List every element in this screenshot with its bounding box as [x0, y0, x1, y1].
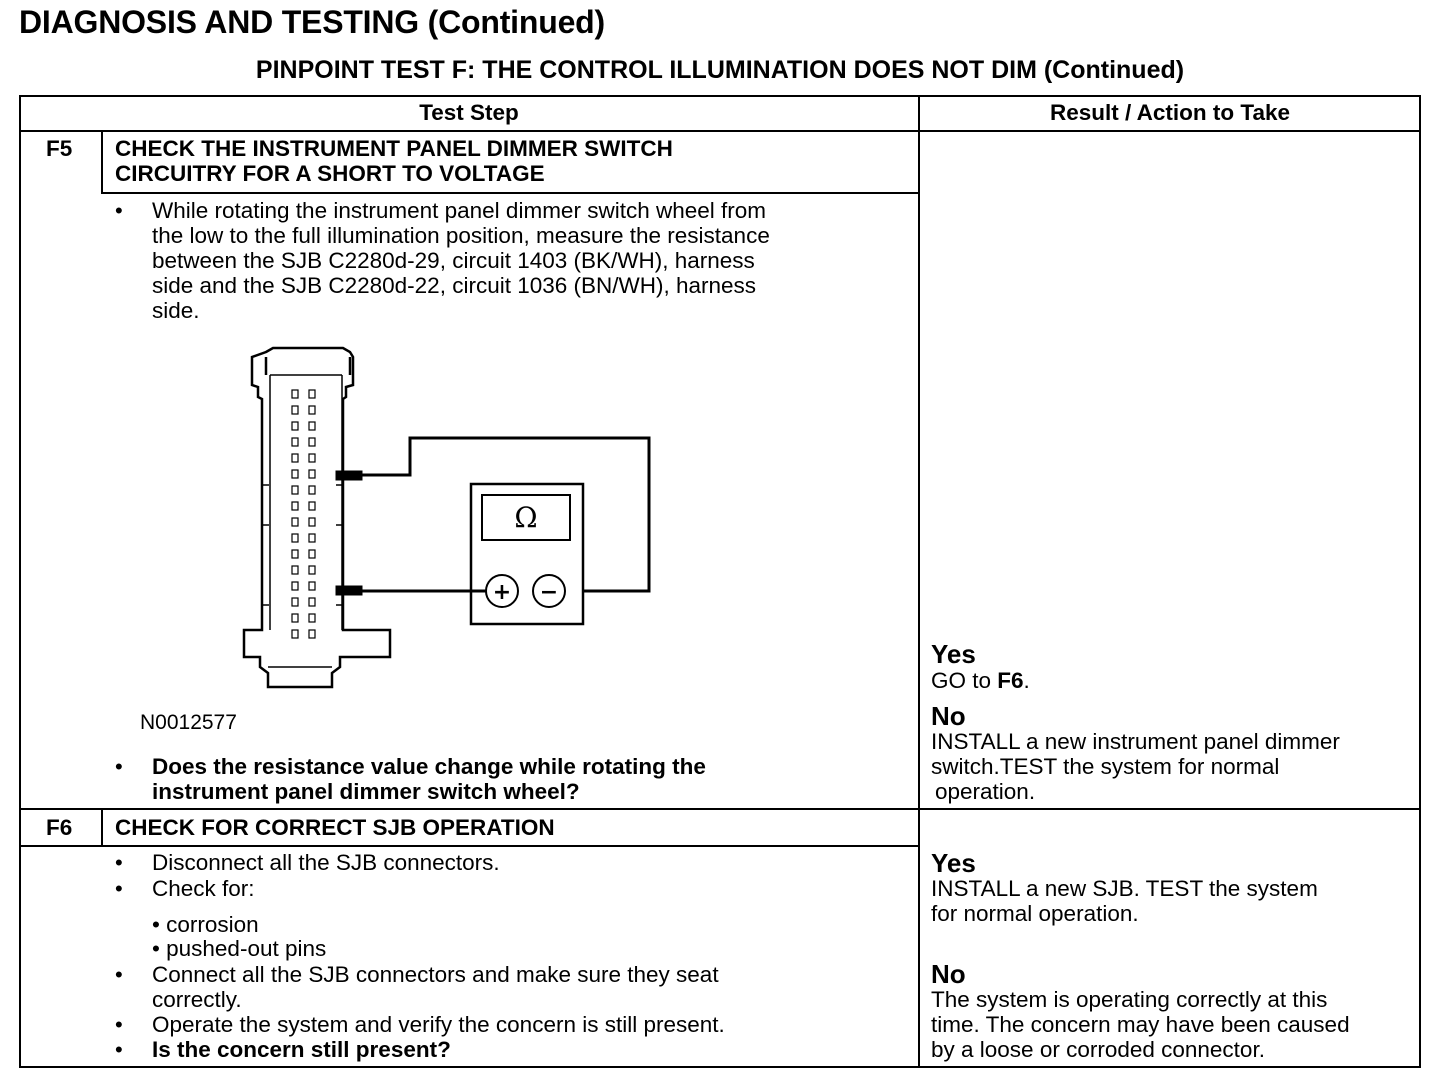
bullet: •: [115, 962, 123, 987]
f5-instruction-line: While rotating the instrument panel dimmer switch wheel from: [152, 198, 766, 223]
f6-no-line: by a loose or corroded connector.: [931, 1037, 1265, 1062]
f6-subitem: • pushed-out pins: [152, 936, 327, 961]
f6-question: Is the concern still present?: [152, 1037, 451, 1062]
f5-instruction-line: the low to the full illumination position, measure the resistance: [152, 223, 770, 248]
f5-no-line: switch.TEST the system for normal: [931, 754, 1280, 779]
bullet: •: [115, 1037, 123, 1062]
f6-yes-label: Yes: [931, 848, 976, 878]
f5-question-line1: Does the resistance value change while rotating the: [152, 754, 706, 779]
page-subtitle: PINPOINT TEST F: THE CONTROL ILLUMINATION DOES NOT DIM (Continued): [255, 56, 1185, 84]
f6-line: Check for:: [152, 876, 255, 901]
f5-heading-line2: CIRCUITRY FOR A SHORT TO VOLTAGE: [115, 161, 545, 186]
f5-instruction-line: side and the SJB C2280d-22, circuit 1036 (BN/WH), harness: [152, 273, 757, 298]
f5-no-label: No: [931, 701, 966, 731]
bullet: •: [115, 850, 123, 875]
connector-pins: [292, 390, 315, 638]
f5-yes-label: Yes: [931, 639, 976, 669]
connector-meter-diagram: [240, 345, 680, 695]
f6-heading: CHECK FOR CORRECT SJB OPERATION: [115, 815, 555, 840]
header-divider: [19, 130, 1421, 132]
f6-no-line: The system is operating correctly at this: [931, 987, 1328, 1012]
f6-subitem: • corrosion: [152, 912, 259, 937]
page-title: DIAGNOSIS AND TESTING (Continued): [19, 4, 605, 40]
f6-line: Operate the system and verify the concern is still present.: [152, 1012, 725, 1037]
f6-no-line: time. The concern may have been caused: [931, 1012, 1350, 1037]
f5-yes-text-c: .: [1023, 668, 1030, 693]
f6-line: Connect all the SJB connectors and make sure they seat: [152, 962, 719, 987]
f6-no-label: No: [931, 959, 966, 989]
f5-instruction-line: between the SJB C2280d-29, circuit 1403 (BK/WH), harness: [152, 248, 755, 273]
bullet: •: [115, 876, 123, 901]
f5-no-line: operation.: [935, 779, 1036, 804]
meter-plus-symbol: +: [492, 580, 512, 605]
f6-yes-line: INSTALL a new SJB. TEST the system: [931, 876, 1318, 901]
step-id-f6: F6: [46, 815, 73, 840]
f6-line: Disconnect all the SJB connectors.: [152, 850, 500, 875]
meter-probe-leads: [336, 438, 649, 595]
figure-id: N0012577: [140, 711, 237, 734]
f5-yes-text-a: GO to: [931, 668, 998, 693]
f5-no-line: INSTALL a new instrument panel dimmer: [931, 729, 1340, 754]
column-header-result: Result / Action to Take: [1049, 100, 1291, 125]
f6-yes-line: for normal operation.: [931, 901, 1139, 926]
column-header-test-step: Test Step: [419, 100, 519, 125]
f5-instruction-line: side.: [152, 298, 200, 323]
step-id-divider: [101, 808, 103, 846]
ohm-symbol: Ω: [514, 501, 538, 534]
f5-heading-divider: [101, 192, 919, 194]
f5-heading-line1: CHECK THE INSTRUMENT PANEL DIMMER SWITCH: [115, 136, 673, 161]
column-divider: [918, 95, 920, 1068]
bullet: •: [115, 198, 123, 223]
connector-outline: [244, 348, 390, 687]
step-id-f5: F5: [46, 136, 73, 161]
f5-question-line2: instrument panel dimmer switch wheel?: [152, 779, 580, 804]
bullet: •: [115, 754, 123, 779]
f6-heading-divider: [19, 845, 919, 847]
f5-yes-target-link[interactable]: F6: [997, 668, 1024, 693]
meter-minus-symbol: −: [539, 580, 559, 605]
f5-f6-divider: [19, 808, 1421, 810]
bullet: •: [115, 1012, 123, 1037]
f6-line: correctly.: [152, 987, 242, 1012]
f5-yes-text: [931, 668, 1030, 693]
step-id-divider: [101, 130, 103, 193]
